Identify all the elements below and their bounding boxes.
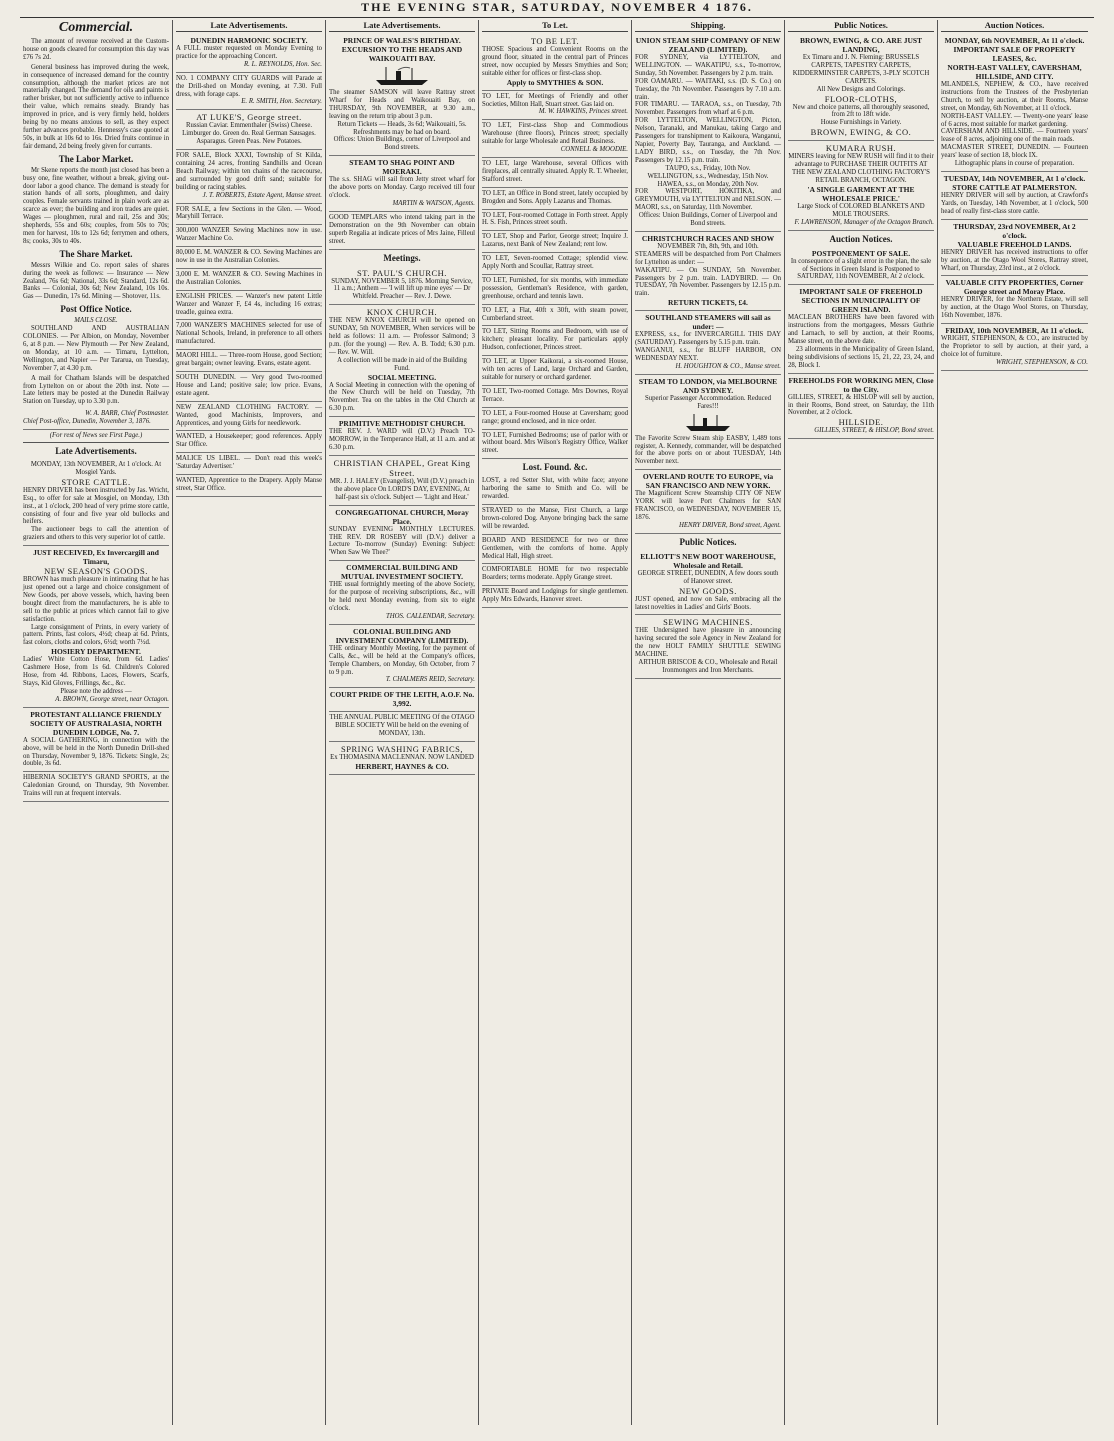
ad-body-2: The auctioneer begs to call the attention of graziers and others to this very superior lot of cattle. [23, 526, 169, 542]
ad-apprentice [176, 475, 322, 497]
ad-signature: H. HOUGHTON & CO., Manse street. [675, 362, 781, 370]
ad-body: WANTED, Apprentice to the Drapery. Apply Manse street, Star Office. [176, 477, 322, 492]
ad-headline: ST. PAUL'S CHURCH. [357, 267, 447, 278]
ad-body-2: 23 allotments in the Municipality of Green Island, being subdivisions of sections 15, 21, 22, 23, 24, and 28, Block I. [788, 345, 934, 369]
ad-timaru: FOR TIMARU. — TARAOA, s.s., on Tuesday, 7th November. Passengers from wharf at 6 p.m. [635, 101, 781, 117]
post-office-text: SOUTHLAND AND AUSTRALIAN COLONIES. — Per Albion, on Monday, November 6, at 8 p.m. — New Plymouth — Per New Zealand, on Monday, at 10 a.m. — Timaru, Lyttelton, Wellington, and Napier — Per Tararua, on Tuesday, November 7, at 4.30 p.m. [23, 325, 169, 372]
masthead: THE EVENING STAR, SATURDAY, NOVEMBER 4 1876. [361, 0, 753, 14]
ad-body: Ex Timaru and J. N. Fleming: BRUSSELS CARPETS, TAPESTRY CARPETS, KIDDERMINSTER CARPETS, 3-PLY SCOTCH CARPETS. [792, 54, 930, 85]
post-office-heading: Post Office Notice. [60, 304, 132, 315]
ad-headline: COURT PRIDE OF THE LEITH, A.O.F. No. 3,992. [329, 690, 475, 709]
ad-headline: IMPORTANT SALE OF PROPERTY LEASES, &c. [953, 45, 1076, 63]
ad-southland-steamers [635, 311, 781, 375]
ad-subhead-hosiery: HOSIERY DEPARTMENT. [51, 647, 141, 657]
ad-body: JUST opened, and now on Sale, embracing all the latest novelties in Ladies' and Girls' Boots. [635, 595, 781, 611]
ad-signature: HERBERT, HAYNES & CO. [355, 761, 449, 771]
column-heading: Shipping. [635, 20, 781, 32]
ad-to-let-4 [482, 158, 628, 188]
ad-body: THE usual fortnightly meeting of the above Society, for the purpose of receiving subscriptions, &c., will be held next Monday evening, from six to eight o'clock. [329, 581, 475, 612]
ad-to-let-11 [482, 326, 628, 356]
ad-sydney: FOR SYDNEY, via LYTTELTON, and WELLINGTON. — WAKATIPU, s.s., To-morrow, Sunday, 5th November. Passengers by 2 p.m. train. [635, 54, 781, 77]
ad-body: 3,000 E. M. WANZER & CO. Sewing Machines in the Australian Colonies. [176, 270, 322, 286]
ad-headline: DUNEDIN HARMONIC SOCIETY. [190, 36, 308, 45]
ad-offices: Offices: Union Buildings, corner of Liverpool and Bond streets. [333, 136, 471, 152]
ad-protestant-alliance [23, 708, 169, 773]
ad-signature: WRIGHT, STEPHENSON, & CO. [995, 358, 1088, 366]
ad-body-3: New and choice patterns, all thoroughly seasoned, from 2ft to 18ft wide. [792, 103, 930, 119]
ad-headline: VALUABLE FREEHOLD LANDS. [957, 239, 1072, 249]
ad-body: HIBERNIA SOCIETY'S GRAND SPORTS, at the Caledonian Ground, on Thursday, 9th November. Trains will run at frequent intervals. [23, 774, 169, 798]
ad-st-lukes [176, 110, 322, 150]
ad-body: MLANDELS, NEPHEW, & CO., have received instructions from the Trustees of the Presbyterian Church, to sell by auction, at their Rooms, Manse street, on Monday, 6th November, at 11 o'clock. [941, 81, 1088, 112]
ad-court-pride [329, 688, 475, 712]
ad-headline: STEAM TO LONDON, via MELBOURNE AND SYDNEY. [638, 376, 778, 395]
ad-store-cattle [23, 459, 169, 546]
ad-date: THURSDAY, 23rd NOVEMBER, At 2 o'clock. [953, 221, 1076, 240]
ad-headline: POSTPONEMENT OF SALE. [811, 248, 911, 258]
ad-headline: STORE CATTLE. [61, 476, 131, 487]
ad-body: MAORI HILL. — Three-room House, good Section; great bargain; owner leaving. Evans, estate agent. [176, 352, 322, 368]
post-office-text-2: A mail for Chatham Islands will be despatched from Lyttelton on or about the 20th inst. Note — Late letters may be posted at the Dunedin Railway Station on Tuesday, up to 3.30 p.m. [23, 374, 169, 406]
ad-headline: COLONIAL BUILDING AND INVESTMENT COMPANY (LIMITED). [335, 626, 469, 645]
ad-headline: KNOX CHURCH. [366, 307, 438, 318]
ad-headline: PRIMITIVE METHODIST CHURCH. [338, 419, 466, 429]
ad-body: HENRY DRIVER, for the Northern Estate, will sell by auction, at the Otago Wool Stores, on Thursday, 16th November, 1876. [941, 296, 1088, 320]
ad-kumara-rush [788, 141, 934, 230]
ad-fares: Return Tickets — Heads, 3s 6d; Waikouaiti, 5s. [337, 120, 467, 128]
ad-body: FOR SALE, Block XXXI, Township of St Kilda, containing 24 acres, fronting Sandhills and Ocean Beach Railway; within ten chains of the racecourse, and surrounded by good drift sand; suitable for building or racing stables. [176, 152, 322, 191]
ad-body: MR. J. J. HALEY (Evangelist), Will (D.V.) preach in the above place On LORD'S DAY, EVENING, At half-past six o'clock. Subject — 'Light and Heat.' [329, 477, 475, 501]
share-market-heading: The Share Market. [59, 248, 133, 259]
ad-excursion [329, 34, 475, 156]
ad-body: Ex THOMASINA MACLENNAN. NOW LANDED [330, 754, 474, 762]
ad-subhead: NEW GOODS. [679, 585, 737, 596]
lost-found-heading: Lost. Found. &c. [522, 462, 588, 473]
column-heading: Late Advertisements. [176, 20, 322, 32]
ad-offices: Offices: Union Buildings, Corner of Liverpool and Bond streets. [638, 212, 778, 228]
ad-subhead: SOCIAL MEETING. [367, 372, 437, 382]
ad-headline: STEAM TO SHAG POINT AND MOERAKI. [349, 158, 455, 177]
ad-headline: SPRING WASHING FABRICS, [341, 744, 463, 755]
ad-harmonic-society [176, 34, 322, 73]
ad-signature: CONNELL & MOODIE. [560, 146, 628, 154]
ad-wanzer-4 [176, 320, 322, 350]
ad-body: TO LET, an Office in Bond street, lately occupied by Brogden and Sons. Apply Lazarus and Thomas. [482, 189, 628, 205]
ad-body: PRIVATE Board and Lodgings for single gentlemen. Apply Mrs Edwards, Hanover street. [482, 588, 628, 604]
ad-headline: VALUABLE CITY PROPERTIES, Corner George street and Moray Place. [945, 278, 1084, 297]
ad-subhead: JUST RECEIVED, Ex Invercargill and Timaru, [33, 548, 159, 567]
ad-headline: CHRISTCHURCH RACES AND SHOW [641, 233, 775, 243]
ad-body: MACLEAN BROTHERS have been favored with instructions from the mortgagees, Messrs Guthrie and Larnach, to sell by auction, at their Rooms, Manse street, on the above date. [788, 314, 934, 346]
ad-note: Please note the address — [60, 687, 132, 695]
ad-body: THE NEW KNOX CHURCH will be opened on SUNDAY, 5th NOVEMBER, When services will be held as follows: 11 a.m. — Professor Salmond; 3 p.m. (for the young) — Rev. A. B. Todd; 6.30 p.m. — Rev. W. Will. [329, 317, 475, 356]
ad-to-let-13 [482, 386, 628, 408]
postmaster-signature: W. A. BARR, Chief Postmaster. [85, 410, 169, 418]
ad-express: EXPRESS, s.s., for INVERCARGILL THIS DAY (SATURDAY). Passengers by 5.15 p.m. train. [635, 331, 781, 347]
ad-date: MONDAY, 13th NOVEMBER, At 1 o'clock. At Mosgiel Yards. [30, 460, 162, 476]
ad-body: SOUTH DUNEDIN. — Very good Two-roomed House and Land; positive sale; low price. Evans, estate agent. [176, 374, 322, 397]
ad-body: 80,000 E. M. WANZER & CO. Sewing Machines are now in use in the Australian Colonies. [176, 249, 322, 265]
ad-body: THOSE Spacious and Convenient Rooms on the ground floor, situated in the central part of Princes street, now occupied by Messrs Smythies and Son; suitable either for offices or first-class shop. [482, 46, 628, 77]
ad-body: GILLIES, STREET, & HISLOP will sell by auction, in their Rooms, Bond street, on Saturday, the 11th November, at 2 o'clock. [788, 393, 934, 417]
ad-dates: NOVEMBER 7th, 8th, 9th, and 10th. [657, 242, 759, 250]
ad-body-3: CAVERSHAM AND HILLSIDE. — Fourteen years' lease of 8 acres, adjoining one of the main roads. [941, 128, 1088, 144]
ad-body: WRIGHT, STEPHENSON, & CO., are instructed by the Proprietor to sell by auction, at their yard, a choice lot of furniture. [941, 335, 1088, 358]
ad-knox-church [329, 305, 475, 417]
ad-palmerston-cattle [941, 172, 1088, 220]
ad-body: TO LET, Sitting Rooms and Bedroom, with use of kitchen; pleasant locality. For particulars apply Hudson, confectioner, Princes street. [482, 328, 628, 352]
ad-body: The Favorite Screw Steam ship EASBY, 1,489 tons register, A. Kennedy, commander, will be despatched for the above ports on or about TUESDAY, 14th November next. [635, 434, 781, 466]
ad-note: Lithographic plans in course of preparation. [954, 160, 1075, 168]
ad-headline: OVERLAND ROUTE TO EUROPE, via SAN FRANCISCO AND NEW YORK. [642, 472, 774, 491]
ad-body: TO LET, Two-roomed Cottage. Mrs Downes, Royal Terrace. [482, 387, 628, 403]
ad-headline: CHRISTIAN CHAPEL, Great King Street. [333, 457, 471, 478]
ad-spring-fabrics [329, 742, 475, 775]
ad-headline: SEWING MACHINES. [663, 617, 753, 628]
ad-body: STEAMERS will be despatched from Port Chalmers for Lyttelton as under: — [635, 250, 781, 266]
ad-body: THE Undersigned have pleasure in announcing having secured the sole Agency in New Zealand for the new HOLT FAMILY SHUTTLE SEWING MACHINE. [635, 627, 781, 659]
ad-to-be-let [482, 34, 628, 91]
column-to-let [479, 20, 632, 1425]
ad-body: TO LET, a Flat, 40ft x 30ft, with steam power, Cumberland street. [482, 306, 628, 322]
ad-sewing-machines [635, 615, 781, 678]
ad-body: HENRY DRIVER has been instructed by Jas. Wricht, Esq., to offer for sale at Mosgiel, on Monday, 13th inst., at 1 o'clock, 200 head of very prime store cattle, consisting of four and five year old bullocks and heifers. [23, 486, 169, 526]
ad-body: A FULL muster requested on Monday Evening to practice for the approaching Concert. [176, 45, 322, 60]
ad-headline: PRINCE OF WALES'S BIRTHDAY. [343, 36, 461, 45]
ad-headline: CONGREGATIONAL CHURCH, Moray Place. [335, 507, 469, 526]
share-market-text: Messrs Wilkie and Co. report sales of shares during the week as follows: — Insurance — New Zealand, 76s 6d; National, 33s 6d; Standard, 12s 6d. Banks — Colonial, 30s 6d; New Zealand, 10s 10s. Gas — Dunedin, 17s 6d. Mining — Shotover, 11s. [23, 261, 169, 301]
ad-wellington: WELLINGTON, s.s., Wednesday, 15th Nov. [647, 172, 769, 180]
ad-body: STRAYED to the Manse, First Church, a large brown-colored Dog. Anyone bringing back the same will be rewarded. [482, 506, 628, 530]
ad-body: The steamer SAMSON will leave Rattray street Wharf for Heads and Waikouaiti Bay, on THURSDAY, 9th NOVEMBER, at 9.30 a.m., leaving on the return trip about 3 p.m. [329, 89, 475, 120]
ad-mutual-society [329, 561, 475, 625]
ad-christian-chapel [329, 456, 475, 506]
ad-body: 300,000 WANZER Sewing Machines now in use. Wanzer Machine Co. [176, 227, 322, 243]
ad-body: Russian Caviar. Emmenthaler (Swiss) Cheese. Limburger do. Green do. Real German Sausages. Asparagus. Green Peas. New Potatoes. [182, 122, 316, 146]
steamship-icon [683, 413, 733, 433]
ad-brown-ewing [788, 34, 934, 141]
ad-signature: J. T. ROBERTS, Estate Agent, Manse street. [202, 191, 322, 199]
ad-date: MONDAY, 6th NOVEMBER, At 11 o'clock. [944, 36, 1085, 45]
column-heading: Public Notices. [788, 20, 934, 32]
column-shipping [632, 20, 785, 1425]
ad-body: HENRY DRIVER will sell by auction, at Crawford's Yards, on Tuesday, 14th November, at 1 o'clock, 500 head of really first-class store cattle. [941, 191, 1088, 215]
ad-body: BROWN has much pleasure in intimating that he has just opened out a large and choice consignment of New Goods, per above vessels, which, having been bought direct from the manufacturers, he is able to sell to the public at prices which cannot fail to give satisfaction. [23, 576, 169, 623]
column-heading: To Let. [482, 20, 628, 32]
ad-signature: T. CHALMERS REID, Secretary. [385, 676, 475, 684]
ad-body: WANTED, a Housekeeper; good references. Apply Star Office. [176, 433, 322, 449]
ad-body: TO LET, First-class Shop and Commodious Warehouse (three floors), Princes street; specially suitable for large Wholesale and Retail Business. [482, 122, 628, 146]
ad-overland-route [635, 470, 781, 534]
ad-to-let-6 [482, 210, 628, 232]
ad-lyttelton: FOR LYTTELTON, WELLINGTON, Picton, Nelson, Taranaki, and Manukau, taking Cargo and Passengers for transhipment to Kaikoura, Wanganui, Napier, Poverty Bay, Tauranga, and Auckland. — LADY BIRD, s.s., on Tuesday, the 7th Nov. Passengers by 12.15 p.m. train. [635, 117, 781, 164]
ad-body-4: MACMASTER STREET, DUNEDIN. — Fourteen years' lease of section 18, block IX. [941, 144, 1088, 160]
ad-headline: STORE CATTLE AT PALMERSTON. [952, 182, 1077, 192]
ad-city-properties [941, 276, 1088, 324]
ad-christchurch-races [635, 232, 781, 311]
ad-hosiery-text: Ladies' White Cotton Hose, from 6d. Ladies' Cashmere Hose, from 1s 6d. Children's Colored Hose, from 4d. Ribbons, Laces, Flowers, Scarfs, Stays, Kid Gloves, Frillings, &c., &c. [23, 656, 169, 687]
ad-to-let-10 [482, 305, 628, 327]
ad-signature: R. L. REYNOLDS, Hon. Sec. [244, 60, 322, 68]
ad-body: MINERS leaving for NEW RUSH will find it to their advantage to PURCHASE THEIR OUTFITS AT THE NEW ZEALAND CLOTHING FACTORY'S RETAIL BRANCH, OCTAGON. [788, 153, 934, 184]
column-auctions [938, 20, 1091, 1425]
ad-body: TO LET, a Four-roomed House at Caversham; good range; ground enclosed, and in nice order. [482, 409, 628, 425]
ad-body-2: All New Designs and Colorings. [816, 85, 906, 93]
ad-body: MALICE US LIBEL. — Don't read this week's 'Saturday Advertiser.' [176, 455, 322, 471]
ad-malice [176, 453, 322, 475]
ad-body: THE ordinary Monthly Meeting, for the payment of Calls, &c., will be held at the Company's offices, Temple Chambers, on Monday, 6th October, from 7 to 9 p.m. [329, 644, 475, 676]
ad-headline: ELLIOTT'S NEW BOOT WAREHOUSE, Wholesale and Retail. [640, 551, 776, 570]
ad-colonial-building [329, 625, 475, 689]
ad-subhead: Superior Passenger Accommodation. Reduced Fares!!! [644, 394, 772, 410]
column-heading: Auction Notices. [941, 20, 1088, 32]
ad-freehold-lands [941, 220, 1088, 277]
ad-body: TO LET, at Upper Kaikorai, a six-roomed House, with ten acres of Land, large Orchard and Garden, suitable for nursery or orchard gardener. [482, 358, 628, 381]
ad-subhead: EXCURSION TO THE HEADS AND WAIKOUAITI BAY. [341, 45, 463, 63]
ad-wanzer-2 [176, 247, 322, 269]
ad-hawea: HAWEA, s.s., on Monday, 20th Nov. [657, 180, 759, 188]
ad-date: FRIDAY, 10th NOVEMBER, At 11 o'clock. [945, 326, 1084, 336]
ad-address: GEORGE STREET, DUNEDIN, A few doors south of Hanover street. [637, 569, 779, 585]
ad-body: NO. 1 COMPANY CITY GUARDS will Parade at the Drill-shed on Monday evening, at 7.30. Full dress, with forage caps. [176, 74, 322, 98]
ad-subhead: FLOOR-CLOTHS, [824, 93, 898, 104]
ad-body: TO LET, large Warehouse, several Offices with fireplaces, all centrally situated. Apply R. T. Wheeler, Stafford street. [482, 159, 628, 183]
ad-body: GOOD TEMPLARS who intend taking part in the Demonstration on the 9th November can obtain superb Regalia at indicate prices of Mrs Jaine, Filleul street. [329, 213, 475, 245]
ad-bible-society [329, 712, 475, 742]
ad-good-templars [329, 212, 475, 250]
ad-headline: PROTESTANT ALLIANCE FRIENDLY SOCIETY OF AUSTRALASIA, NORTH DUNEDIN LODGE, No. 7. [30, 709, 162, 737]
ad-wanzer-1 [176, 225, 322, 247]
ad-wanted-housekeeper [176, 431, 322, 453]
ad-signature: THOS. CALLENDAR, Secretary. [385, 612, 475, 620]
ad-headline: FREEHOLDS FOR WORKING MEN, Close to the City. [788, 375, 934, 394]
ad-body-4: House Furnishings in Variety. [820, 119, 902, 127]
ad-maori-hill [176, 350, 322, 372]
ad-signature: E. R. SMITH, Hon. Secretary. [241, 98, 322, 106]
ad-lost-1 [482, 475, 628, 505]
ad-body: ENGLISH PRICES. — Wanzer's new patent Little Wanzer and Wanzer F, £4 4s, including 16 extras; treadle, guinea extra. [176, 292, 322, 316]
ad-headline: KUMARA RUSH. [825, 143, 897, 154]
ad-city-guards [176, 73, 322, 111]
ad-subhead: HILLSIDE. [838, 417, 884, 428]
post-office-date: Chief Post-office, Dunedin, November 3, 1876. [23, 418, 151, 426]
ad-body: TO LET, Seven-roomed Cottage; splendid view. Apply North and Scoullar, Rattray street. [482, 255, 628, 271]
ad-clothing-factory [176, 402, 322, 432]
ad-primitive-methodist [329, 417, 475, 456]
ad-body: FOR SALE, a few Sections in the Glen. — Wood, Maryhill Terrace. [176, 205, 322, 221]
ad-body: THE ANNUAL PUBLIC MEETING Of the OTAGO BIBLE SOCIETY Will be held on the evening of MONDAY, 13th. [329, 714, 475, 738]
ad-body: THE REV. J. WARD will (D.V.) Preach TO-MORROW, in the Temperance Hall, at 11 a.m. and at 6.30 p.m. [329, 428, 475, 451]
ad-body: TO LET, Furnished Bedrooms; use of parlor with or without board. Mrs Wilson's Registry Office, Walker street. [482, 431, 628, 455]
ad-signature: M. W. HAWKINS, Princes street. [538, 108, 628, 116]
ad-shag-point [329, 156, 475, 212]
ad-body: SUNDAY, NOVEMBER 5, 1876. Morning Service, 11 a.m.; Anthem — 'I will lift up mine eyes' — Dr Whitfeld. Preacher — Rev. J. Dewe. [331, 277, 473, 301]
ad-headline: TO BE LET. [530, 36, 580, 46]
ad-headline: IMPORTANT SALE OF FREEHOLD SECTIONS IN MUNICIPALITY OF GREEN ISLAND. [799, 287, 923, 315]
ad-headline: BROWN, EWING, & CO. ARE JUST LANDING, [799, 36, 923, 54]
ad-body: TO LET, for Meetings of Friendly and other Societies, Milton Hall, Stuart street. Gas laid on. [482, 92, 628, 108]
ad-south-dunedin [176, 372, 322, 402]
ad-to-let-8 [482, 253, 628, 275]
ad-body: SUNDAY EVENING MONTHLY LECTURES. THE REV. DR ROSEBY will (D.V.) deliver a Lecture To-morrow (Sunday) Evening: Subject: 'When Saw We Thee?' [329, 525, 475, 557]
ad-steam-london [635, 375, 781, 470]
ad-wanzer-3 [176, 269, 322, 291]
ad-lost-2 [482, 505, 628, 535]
ad-hibernia [23, 772, 169, 802]
ad-green-island [788, 285, 934, 373]
ad-slogan: 'A SINGLE GARMENT AT THE WHOLESALE PRICE.' [807, 184, 915, 203]
ad-note: A collection will be made in aid of the Building Fund. [337, 356, 467, 372]
ad-headline: NEW SEASON'S GOODS. [44, 566, 148, 577]
ad-new-goods [23, 546, 169, 708]
steamer-icon [372, 65, 432, 87]
ad-subhead: NORTH-EAST VALLEY, CAVERSHAM, HILLSIDE, AND CITY. [947, 63, 1082, 81]
ad-english-prices [176, 291, 322, 321]
ad-fares-2: Refreshments may be had on board. [353, 128, 451, 136]
masthead-rule [20, 17, 1094, 18]
ad-congregational [329, 506, 475, 562]
column-commercial [20, 20, 173, 1425]
ad-furniture-sale [941, 324, 1088, 371]
ad-to-let-15 [482, 430, 628, 460]
ad-body: BOARD AND RESIDENCE for two or three Gentlemen, with the comforts of home. Apply Medical Hall, High street. [482, 536, 628, 560]
ad-signature: A. BROWN, George street, near Octagon. [55, 695, 169, 703]
labor-market-heading: The Labor Market. [58, 153, 134, 164]
ad-freeholds [788, 374, 934, 440]
ad-body: The Magnificent Screw Steamship CITY OF NEW YORK will leave Port Chalmers for SAN FRANCISCO, on WEDNESDAY, NOVEMBER 15, 1876. [635, 490, 781, 521]
general-business-text: General business has improved during the week, in consequence of increased demand for the country consumption, although the market prices are not materially changed. The demand for oils and paints is rather brisker, but not sufficiently active to influence their value, which remains steady. Brandy has improved in price, and is very firmly held, holders being by no means anxious to sell, as they expect further advances probable. Hennessy's case quoted at 50s, in bulk at 10s 6d to 16s. Dried fruits continue in fair demand, 2d being freely given for currants. [23, 63, 169, 150]
public-notices-heading: Public Notices. [679, 536, 737, 547]
ad-body: TO LET, Shop and Parlor, George street; Inquire J. Lazarus, next Bank of New Zealand; rent low. [482, 233, 628, 249]
meetings-heading: Meetings. [383, 252, 421, 263]
ad-headline: SOUTHLAND STEAMERS will sail as under: — [645, 313, 771, 332]
ad-headline: AT LUKE'S, George street. [196, 112, 302, 123]
ad-body: TO LET, Four-roomed Cottage in Forth street. Apply H. S. Fish, Princes street south. [482, 211, 628, 227]
column-meetings [326, 20, 479, 1425]
ad-body-2: WAKATIPU. — On SUNDAY, 5th November. Passengers by 2 p.m. train. LADYBIRD. — On TUESDAY, 7th November. Passengers by 12.15 p.m. train. [635, 266, 781, 298]
late-ads-heading: Late Advertisements. [55, 445, 137, 456]
ad-signature: ARTHUR BRISCOE & CO., Wholesale and Retail Ironmongers and Iron Merchants. [638, 659, 778, 674]
ad-signature: BROWN, EWING, & CO. [810, 127, 912, 138]
section-title-commercial: Commercial. [58, 20, 134, 35]
ad-body: COMFORTABLE HOME for two respectable Boarders; terms moderate. Apply Grange street. [482, 566, 628, 582]
ad-headline: UNION STEAM SHIP COMPANY OF NEW ZEALAND (LIMITED). [635, 36, 781, 54]
ad-to-let-7 [482, 231, 628, 253]
ad-body: The s.s. SHAG will sail from Jetty street wharf for the above ports on Monday. Cargo received till four o'clock. [329, 176, 475, 200]
ad-milton-hall [482, 91, 628, 121]
ad-to-let-12 [482, 356, 628, 386]
ad-body-2: Large consignment of Prints, in every variety of pattern. Prints, fast colors, 4½d; cheap at 6d. Prints, fast colors, cloths and colors, 6½d; worth 7½d. [23, 623, 169, 647]
column-heading: Late Advertisements. [329, 20, 475, 32]
ad-body: A SOCIAL GATHERING, in connection with the above, will be held in the North Dunedin Drill-shed on Thursday, November 9, 1876. Tickets: Single, 2s; double, 3s 6d. [23, 736, 169, 768]
ad-for-sale-glen [176, 204, 322, 226]
column-late-ads [173, 20, 326, 1425]
ad-body-2: Large Stock of COLORED BLANKETS AND MOLE TROUSERS. [797, 202, 925, 218]
revenue-text: The amount of revenue received at the Custom-house on goods cleared for consumption this day was £76 7s 2d. [23, 38, 169, 61]
ad-to-let-9 [482, 275, 628, 305]
ad-body: HENRY DRIVER has received instructions to offer by auction, at the Otago Wool Stores, Rattray street, Wharf, on Thursday, 23rd inst., at 2 o'clock. [941, 248, 1088, 272]
auction-notices-heading: Auction Notices. [829, 233, 893, 244]
ad-body: In consequence of a slight error in the plan, the sale of Sections in Green Island is Postponed to SATURDAY, 11th NOVEMBER, At 2 o'clock. [790, 257, 932, 281]
news-note: (For rest of News see First Page.) [23, 430, 169, 443]
ad-elliotts-boots [635, 550, 781, 616]
ad-signature: MARTIN & WATSON, Agents. [392, 199, 475, 207]
ad-for-sale-block [176, 150, 322, 203]
column-public-notices [785, 20, 938, 1425]
ad-property-leases [941, 34, 1088, 172]
ad-signature: HENRY DRIVER, Bond street, Agent. [678, 521, 781, 529]
ad-body: LOST, a red Setter Slut, with white face; anyone harboring the same to Smith and Co. will be rewarded. [482, 477, 628, 501]
columns [20, 20, 1094, 1425]
labor-market-text: Mr Skene reports the month just closed has been a busy one, fine weather, without a break, giving out-door labor a good chance. The demand is steady for station hands of all sorts, ploughmen, and dairy couples. Female servants trained in plain work are as scarce as ever; the building and iron trades are quiet. Wages — ploughmen, rural and rail, 25s and 30s; shepherds, 55s and 60s; couples, from 50s to 70s; men for harvest, 10s to 12s 6d; ferrymen and others, 8s; cooks, 30s to 40s. [23, 166, 169, 245]
ad-body-2: NORTH-EAST VALLEY. — Twenty-one years' lease of 6 acres, most suitable for market gardening. [941, 112, 1088, 128]
ad-board-2 [482, 564, 628, 586]
ad-st-pauls [329, 266, 475, 306]
ad-board-3 [482, 586, 628, 608]
ad-signature: Apply to SMYTHIES & SON. [506, 77, 604, 87]
ad-to-let-5 [482, 188, 628, 210]
ad-headline: COMMERCIAL BUILDING AND MUTUAL INVESTMENT SOCIETY. [341, 563, 463, 582]
ad-union-steam [635, 34, 781, 232]
ad-oamaru: FOR OAMARU. — WAITAKI, s.s. (D. S. Co.) on Tuesday, the 7th November. Passengers by 7.10 a.m. train. [635, 77, 781, 101]
ad-signature: GILLIES, STREET, & HISLOP, Bond street. [814, 427, 934, 435]
ad-board-1 [482, 535, 628, 565]
ad-body: TO LET, Furnished, for six months, with immediate possession, Gentleman's Residence, with garden, greenhouse, orchard and tennis lawn. [482, 276, 628, 300]
ad-taupo: TAUPO, s.s., Friday, 10th Nov. [665, 164, 751, 172]
ad-signature: F. LAWRENSON, Manager of the Octagon Branch. [794, 218, 934, 226]
ad-wanganui: WANGANUI, s.s., for BLUFF HARBOR, ON WEDNESDAY NEXT. [635, 347, 781, 362]
ad-westport: FOR WESTPORT, HOKITIKA, and GREYMOUTH, via LYTTELTON and NELSON. — MAORI, s.s., on Saturday, 11th November. [635, 188, 781, 212]
ad-postponement [788, 247, 934, 286]
ad-to-let-14 [482, 408, 628, 430]
ad-body: 7,000 WANZER'S MACHINES selected for use of National Schools, Ireland, in preference to all others manufactured. [176, 322, 322, 346]
ad-body-2: A Social Meeting in connection with the opening of the New Church will be held on Tuesday, 7th November. Tea on the tables in the Old Church at 6.30 p.m. [329, 381, 475, 413]
ad-first-class-shop [482, 120, 628, 158]
ad-date: TUESDAY, 14th NOVEMBER, At 1 o'clock. [943, 173, 1086, 183]
ad-body: NEW ZEALAND CLOTHING FACTORY. — Wanted, good Machinists, Improvers, and Apprentices, and young Girls for needlework. [176, 403, 322, 427]
ad-return-tickets: RETURN TICKETS, £4. [668, 298, 748, 308]
mails-close-heading: MAILS CLOSE. [74, 317, 118, 325]
